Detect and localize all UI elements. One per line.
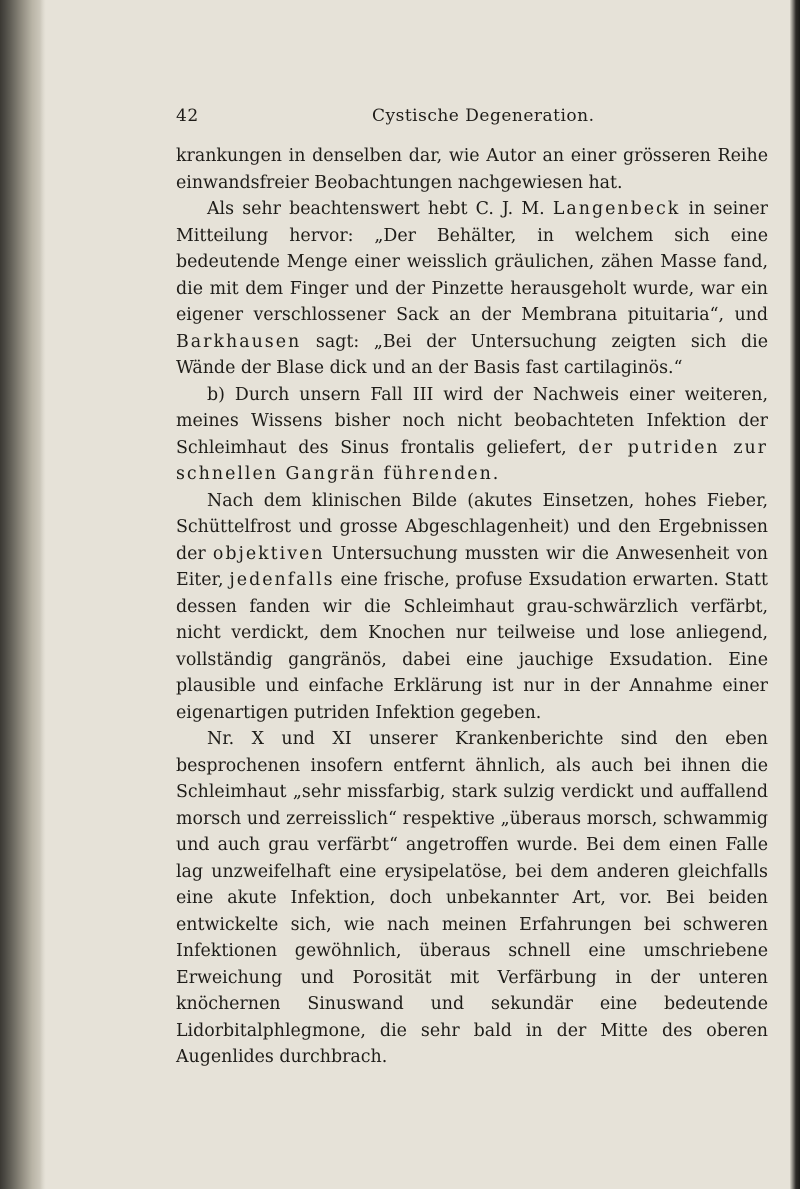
running-title: Cystische Degeneration. (372, 106, 595, 126)
page-header (176, 106, 776, 130)
book-binding-shadow (0, 0, 46, 1189)
text-segment: Als sehr beachtenswert hebt C. J. M. (207, 199, 553, 219)
paragraph-3 (176, 382, 768, 488)
emphasized-text: objektiven (212, 543, 325, 564)
text-segment: eine frische, profuse Exsudation erwarten. Statt dessen fanden wir die Schleimhaut grau-schwärzlich verfärbt, nicht verdickt, dem Knochen nur teilweise und lose anliegend, vollständig gangränös, dabei eine jauchige Exsudation. Eine plausible und einfache Erklärung ist nur in der Annahme einer eigenartigen putriden Infektion gegeben. (176, 570, 768, 723)
author-name-barkhausen: Barkhausen (176, 331, 302, 352)
page-right-edge (790, 0, 800, 1189)
text-segment: Nr. X und XI unserer Krankenberichte sind den eben besprochenen insofern entfernt ähnlich, als auch bei ihnen die Schleimhaut „sehr missfarbig, stark sulzig verdickt und auffallend morsch und zerreisslich“ respektive „überaus morsch, schwammig und auch grau verfärbt“ angetroffen wurde. Bei dem einen Falle lag unzweifelhaft eine erysipelatöse, bei dem anderen gleichfalls eine akute Infektion, doch unbekannter Art, vor. Bei beiden entwickelte sich, wie nach meinen Erfahrungen bei schweren Infektionen gewöhnlich, überaus schnell eine umschriebene Erweichung und Porosität mit Verfärbung in der unteren knöchernen Sinuswand und sekundär eine bedeutende Lidorbitalphlegmone, die sehr bald in der Mitte des oberen Augenlides durchbrach. (176, 729, 768, 1067)
emphasized-text: der putriden zur schnellen Gangrän führenden. (176, 437, 768, 484)
text-segment: in seiner Mitteilung hervor: „Der Behälter, in welchem sich eine bedeutende Menge einer weisslich gräulichen, zähen Masse fand, die mit dem Finger und der Pinzette herausgeholt wurde, war ein eigener verschlossener Sack an der Membrana pituitaria“, und (176, 199, 768, 325)
paragraph-5 (176, 726, 768, 1071)
paragraph-4 (176, 488, 768, 727)
text-segment: sagt: „Bei der Untersuchung zeigten sich die Wände der Blase dick und an der Basis fast cartilaginös.“ (176, 331, 768, 378)
author-name-langenbeck: Langenbeck (552, 199, 681, 219)
text-segment: Nach dem klinischen Bilde (akutes Einsetzen, hohes Fieber, Schüttelfrost und grosse Abgeschlagenheit) und den Ergebnissen der (176, 490, 768, 564)
text-segment: krankungen in denselben dar, wie Autor an einer grösseren Reihe einwandsfreier Beobachtungen nachgewiesen hat. (176, 146, 768, 193)
text-segment: b) Durch unsern Fall III wird der Nachweis einer weiteren, meines Wissens bisher noch nicht beobachteten Infektion der Schleimhaut des Sinus frontalis geliefert, (176, 384, 768, 458)
paragraph-2 (176, 196, 768, 382)
emphasized-text: jedenfalls (229, 570, 335, 590)
page-number: 42 (176, 106, 199, 126)
body-text (176, 143, 768, 1071)
text-segment: Untersuchung mussten wir die Anwesenheit von Eiter, (176, 543, 768, 590)
paragraph-1 (176, 143, 768, 196)
